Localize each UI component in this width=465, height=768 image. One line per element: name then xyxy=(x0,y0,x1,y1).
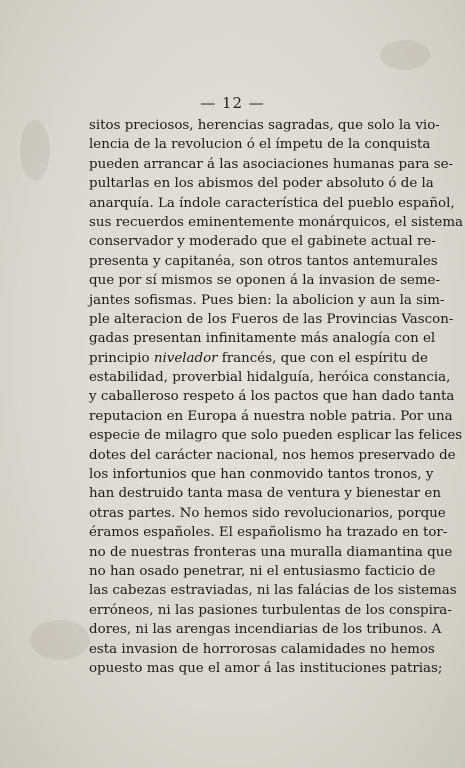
paper-stain xyxy=(30,620,90,660)
page-number: — 12 — xyxy=(200,94,265,112)
text-line: sus recuerdos eminentemente monárquicos, el sistema xyxy=(89,214,464,230)
text-line: lencia de la revolucion ó el ímpetu de la conquista xyxy=(89,137,431,153)
text-line: anarquía. La índole característica del pueblo español, xyxy=(89,195,455,211)
text-line: gadas presentan infinitamente más analogía con el xyxy=(89,331,436,347)
text-line: éramos españoles. El españolismo ha trazado en tor- xyxy=(89,525,448,541)
text-line: esta invasion de horrorosas calamidades no hemos xyxy=(89,641,435,657)
text-line: estabilidad, proverbial hidalguía, heróica constancia, xyxy=(89,370,451,386)
text-line: los infortunios que han conmovido tantos tronos, y xyxy=(89,467,434,483)
text-line: dotes del carácter nacional, nos hemos preservado de xyxy=(89,447,456,463)
text-line: presenta y capitanéa, son otros tantos antemurales xyxy=(89,253,438,269)
text-line: reputacion en Europa á nuestra noble patria. Por una xyxy=(89,408,453,424)
text-line: opuesto mas que el amor á las instituciones patrias; xyxy=(89,660,443,676)
text-line: dores, ni las arengas incendiarias de los tribunos. A xyxy=(89,622,442,638)
text-line: principio nivelador francés, que con el espíritu de xyxy=(89,350,428,366)
text-line: especie de milagro que solo pueden esplicar las felices xyxy=(89,428,463,444)
text-line: otras partes. No hemos sido revolucionarios, porque xyxy=(89,505,446,521)
text-line: no de nuestras fronteras una muralla diamantina que xyxy=(89,544,453,560)
text-line: jantes sofismas. Pues bien: la abolicion y aun la sim- xyxy=(89,292,445,308)
italic-word: nivelador xyxy=(153,350,218,366)
text-line: conservador y moderado que el gabinete actual re- xyxy=(89,234,436,250)
text-line: pueden arrancar á las asociaciones humanas para se- xyxy=(89,156,454,172)
text-line: pultarlas en los abismos del poder absoluto ó de la xyxy=(89,176,434,192)
paper-stain xyxy=(380,40,430,70)
text-line: erróneos, ni las pasiones turbulentas de los conspira- xyxy=(89,602,452,618)
text-line: han destruido tanta masa de ventura y bienestar en xyxy=(89,486,441,502)
text-line: que por sí mismos se oponen á la invasion de seme- xyxy=(89,273,441,289)
text-line: sitos preciosos, herencias sagradas, que solo la vio- xyxy=(89,118,440,133)
text-line: las cabezas estraviadas, ni las falácias de los sistemas xyxy=(89,583,457,599)
text-line: no han osado penetrar, ni el entusiasmo facticio de xyxy=(89,563,436,579)
text-line: y caballeroso respeto á los pactos que han dado tanta xyxy=(89,389,455,405)
text-line: ple alteracion de los Fueros de las Provincias Vascon- xyxy=(89,311,454,327)
body-text xyxy=(89,116,464,678)
paper-stain xyxy=(20,120,50,180)
